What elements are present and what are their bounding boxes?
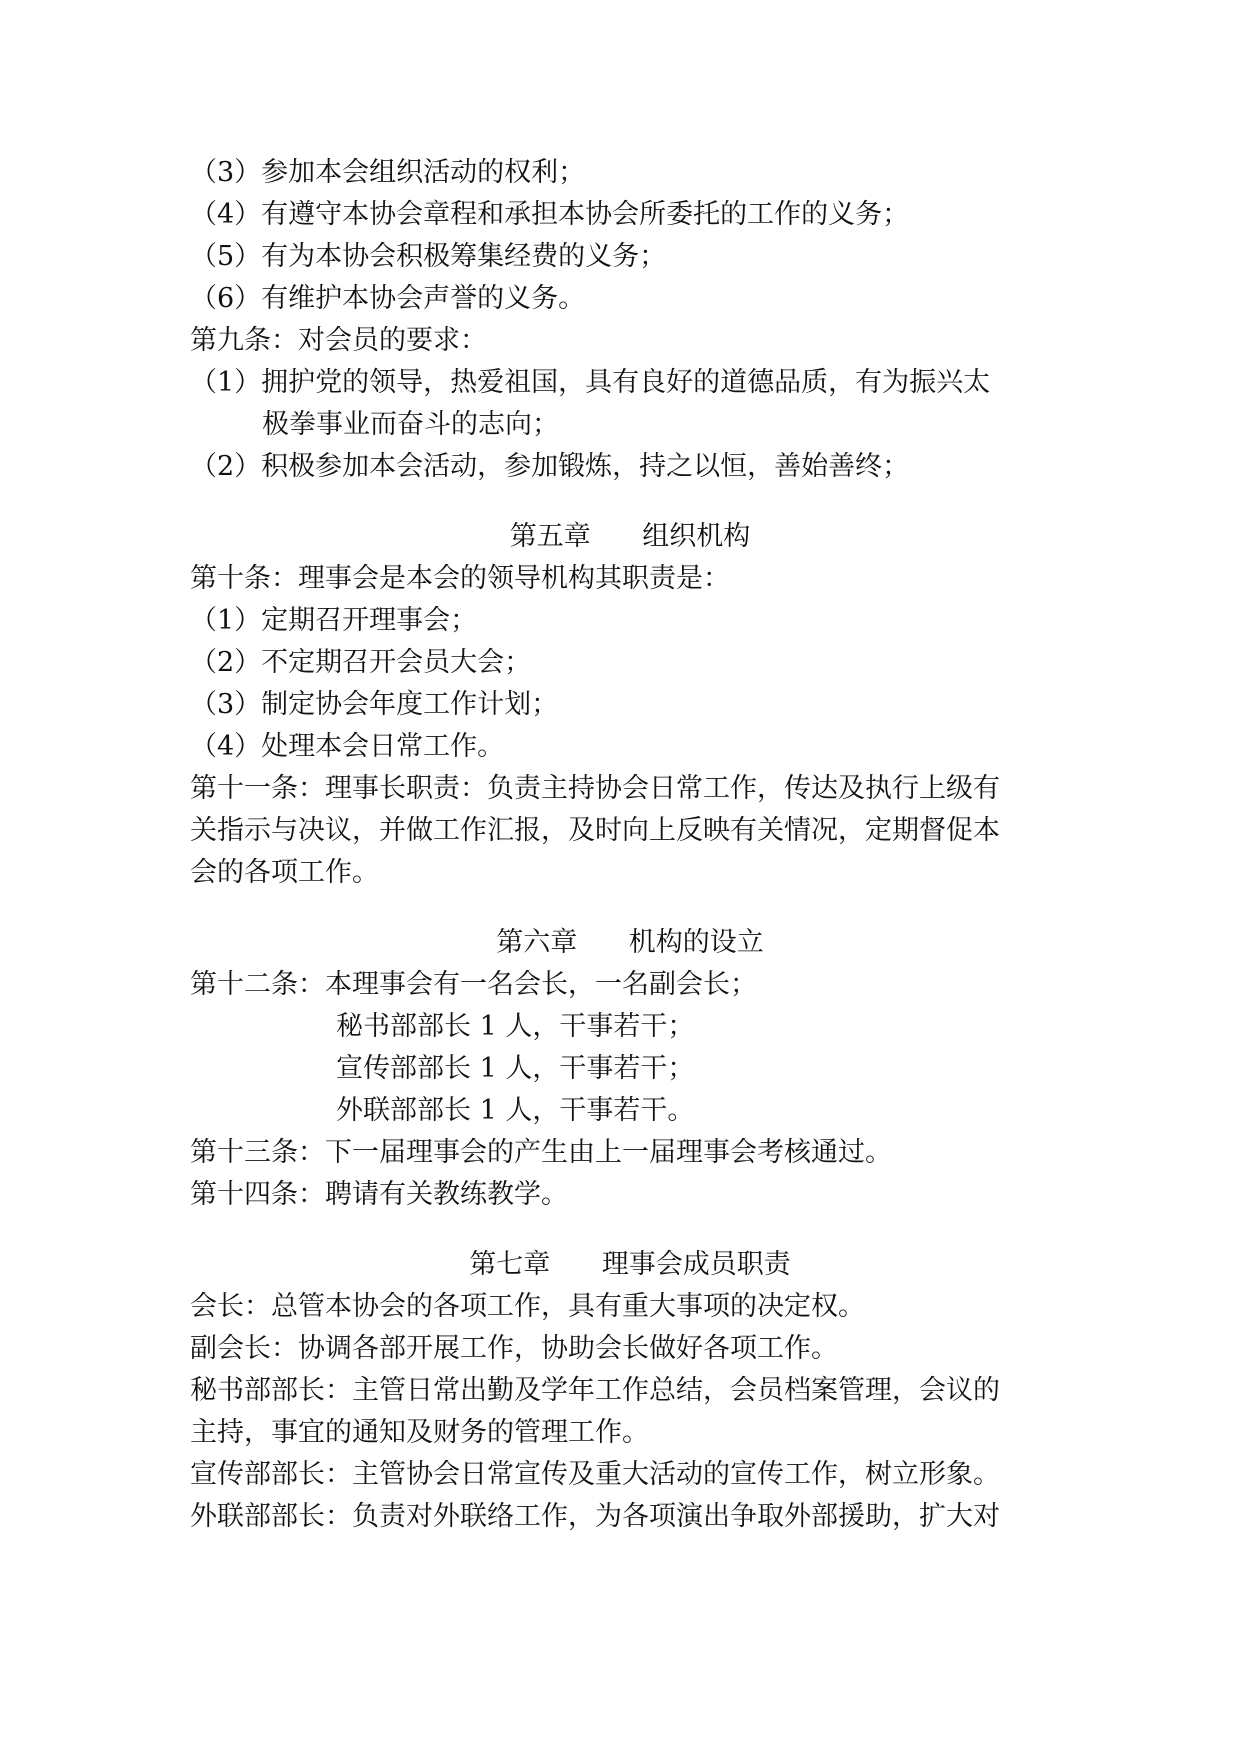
article-11-line: 第十一条：理事长职责：负责主持协会日常工作，传达及执行上级有 <box>190 773 1000 804</box>
text-line: （1）定期召开理事会； <box>190 605 478 636</box>
text-line: （2）积极参加本会活动，参加锻炼，持之以恒，善始善终； <box>190 451 910 482</box>
text-line: 主持，事宜的通知及财务的管理工作。 <box>190 1417 649 1448</box>
text-line: （6）有维护本协会声誉的义务。 <box>190 283 586 314</box>
text-line: 会长：总管本协会的各项工作，具有重大事项的决定权。 <box>190 1291 865 1322</box>
article-10-title: 第十条：理事会是本会的领导机构其职责是： <box>190 563 730 594</box>
article-11-line: 关指示与决议，并做工作汇报，及时向上反映有关情况，定期督促本 <box>190 815 1000 846</box>
article-12-line: 宣传部部长 1 人，干事若干； <box>336 1053 695 1084</box>
chapter-heading: 第七章 理事会成员职责 <box>469 1249 791 1280</box>
text-line: 副会长：协调各部开展工作，协助会长做好各项工作。 <box>190 1333 838 1364</box>
text-line: （5）有为本协会积极筹集经费的义务； <box>190 241 667 272</box>
chapter-6-section <box>190 922 1070 1216</box>
article-9-title: 第九条：对会员的要求： <box>190 325 487 356</box>
text-line: （4）处理本会日常工作。 <box>190 731 505 762</box>
text-line: （3）参加本会组织活动的权利； <box>190 157 586 188</box>
article-12-line: 外联部部长 1 人，干事若干。 <box>336 1095 695 1126</box>
text-line: 外联部部长：负责对外联络工作，为各项演出争取外部援助，扩大对 <box>190 1501 1000 1532</box>
article-11-line: 会的各项工作。 <box>190 857 379 888</box>
text-line: 极拳事业而奋斗的志向； <box>262 409 559 440</box>
document-page <box>190 152 1070 1538</box>
article-12-line: 秘书部部长 1 人，干事若干； <box>336 1011 695 1042</box>
text-line: 宣传部部长：主管协会日常宣传及重大活动的宣传工作，树立形象。 <box>190 1459 1000 1490</box>
text-line: （4）有遵守本协会章程和承担本协会所委托的工作的义务； <box>190 199 910 230</box>
article-12-line: 第十二条：本理事会有一名会长，一名副会长； <box>190 969 757 1000</box>
text-line: 秘书部部长：主管日常出勤及学年工作总结，会员档案管理，会议的 <box>190 1375 1000 1406</box>
chapter-7-section <box>190 1244 1070 1538</box>
member-rights-section <box>190 152 1070 488</box>
chapter-heading: 第六章 机构的设立 <box>496 927 764 958</box>
chapter-heading: 第五章 组织机构 <box>509 521 751 552</box>
article-13-line: 第十三条：下一届理事会的产生由上一届理事会考核通过。 <box>190 1137 892 1168</box>
text-line: （1）拥护党的领导，热爱祖国，具有良好的道德品质，有为振兴太 <box>190 367 991 398</box>
text-line: （3）制定协会年度工作计划； <box>190 689 559 720</box>
article-14-line: 第十四条：聘请有关教练教学。 <box>190 1179 568 1210</box>
text-line: （2）不定期召开会员大会； <box>190 647 532 678</box>
chapter-5-section <box>190 516 1070 894</box>
